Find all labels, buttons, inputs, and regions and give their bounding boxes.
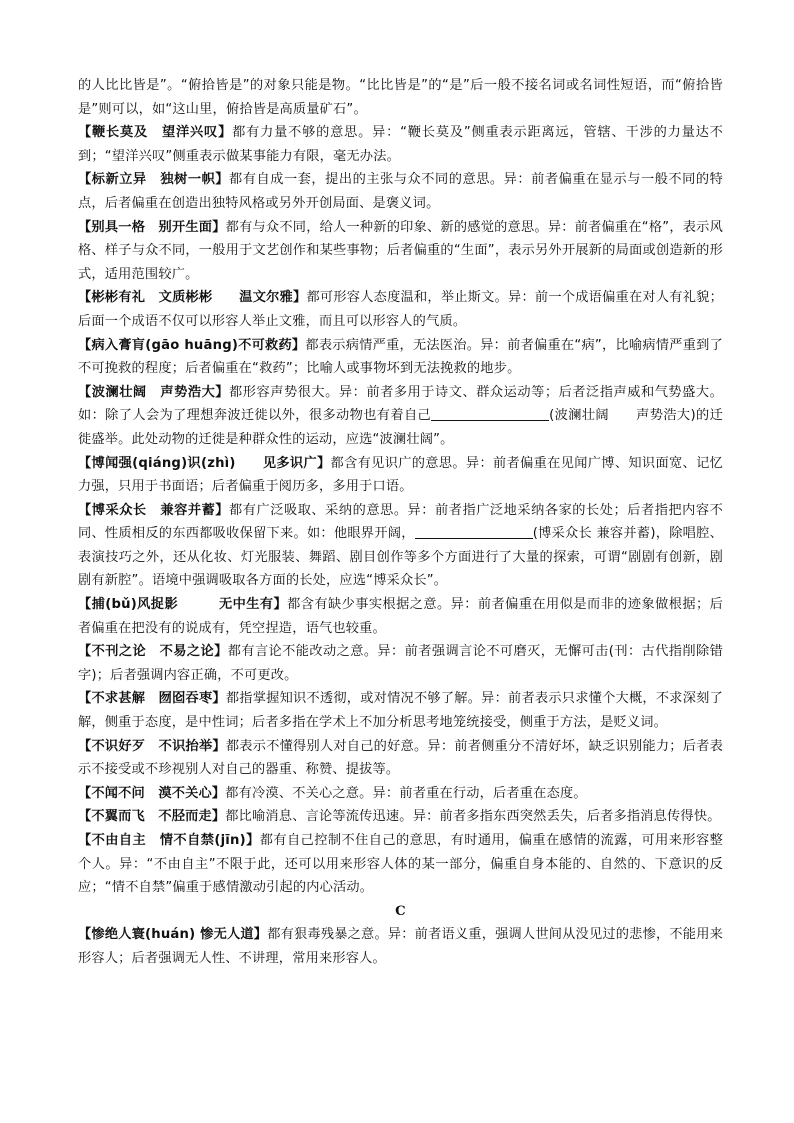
- idiom-entry: [78, 735, 723, 782]
- idiom-heading: 【不识好歹 不识抬举】: [78, 738, 226, 754]
- entry-text: 都有自成一套，提出的主张与众不同的意思。异：前者偏重在显示与一般不同的特点，后者偏重在创造出独特风格或另外开创局面、是褒义词。: [78, 172, 724, 211]
- idiom-entry: [78, 452, 723, 499]
- idiom-heading: 【不刊之论 不易之论】: [78, 644, 228, 660]
- entry-text-continued: (博采众长 兼容并蓄)，除唱腔、表演技巧之外，还从化妆、灯光服装、舞蹈、剧目创作等多个方面进行了大量的探索，可谓“剧剧有创新，剧剧有新腔”。语境中强调吸取各方面的长处，应选“博采众长”。: [78, 526, 724, 589]
- entry-text: 都有自己控制不住自己的意思，有时通用，偏重在感情的流露，可用来形容整个人。异：“不由自主”不限于此，还可以用来形容人体的某一部分，偏重自身本能的、自然的、下意识的反应；“情不自禁”偏重于感情激动引起的内心活动。: [78, 833, 723, 896]
- idiom-entry: [78, 923, 723, 970]
- idiom-heading: 【不由自主 情不自禁(jīn)】: [78, 833, 260, 848]
- idiom-entry: [78, 216, 723, 287]
- idiom-heading: 【鞭长莫及 望洋兴叹】: [78, 125, 233, 141]
- entry-text: 都有广泛吸取、采纳的意思。异：前者指广泛地采纳各家的长处；后者指把内容不同、性质相反的东西都吸收保留下来。如：他眼界开阔，: [78, 502, 724, 542]
- entry-text: 都有冷漠、不关心之意。异：前者重在行动，后者重在态度。: [225, 785, 587, 801]
- idiom-heading: 【标新立异 独树一帜】: [78, 172, 230, 188]
- idiom-entry: [78, 593, 723, 640]
- idiom-entry: [78, 687, 723, 734]
- idiom-entry: [78, 499, 723, 593]
- entry-text: 都比喻消息、言论等流传迅速。异：前者多指东西突然丢失，后者多指消息传得快。: [225, 809, 721, 825]
- document-body: [78, 74, 723, 971]
- idiom-entry: [78, 805, 723, 829]
- idiom-heading: 【博采众长 兼容并蓄】: [78, 502, 230, 518]
- idiom-heading: 【不翼而飞 不胫而走】: [78, 809, 226, 825]
- idiom-entry: [78, 782, 723, 806]
- section-letter: C: [395, 903, 406, 919]
- paragraph: [78, 74, 723, 121]
- idiom-heading: 【波澜壮阔 声势浩大】: [78, 384, 230, 400]
- fill-in-blank: [415, 524, 533, 539]
- idiom-entry: [78, 381, 723, 452]
- entry-text: 都表示病情严重，无法医治。异：前者偏重在“病”，比喻病情严重到了不可挽救的程度；后者偏重在“救药”；比喻人或事物坏到无法挽救的地步。: [78, 337, 723, 377]
- idiom-entry: [78, 121, 723, 168]
- idiom-entry: [78, 829, 723, 900]
- idiom-heading: 【不求甚解 囫囵吞枣】: [78, 691, 226, 707]
- entry-text: 都表示不懂得别人对自己的好意。异：前者侧重分不清好坏，缺乏识别能力；后者表示不接受或不珍视别人对自己的器重、称赞、提拔等。: [78, 738, 723, 778]
- idiom-heading: 【病入膏肓(gāo huāng)不可救药】: [78, 337, 306, 353]
- idiom-entry: [78, 334, 723, 381]
- entry-text: 都含有见识广的意思。异：前者偏重在见闻广博、知识面宽、记忆力强，只用于书面语；后者偏重于阅历多，多用于口语。: [78, 455, 723, 495]
- entry-text: 都有狠毒残暴之意。异：前者语义重，强调人世间从没见过的悲惨，不能用来形容人；后者强调无人性、不讲理，常用来形容人。: [78, 927, 724, 966]
- idiom-heading: 【彬彬有礼 文质彬彬 温文尔雅】: [78, 290, 307, 306]
- fill-in-blank: [431, 406, 549, 421]
- entry-text: 的人比比皆是”。“俯拾皆是”的对象只能是物。“比比皆是”的“是”后一般不接名词或名词性短语，而“俯拾皆是”则可以，如“这山里，俯拾皆是高质量矿石”。: [78, 78, 723, 117]
- entry-text: 都可形容人态度温和，举止斯文。异：前一个成语偏重在对人有礼貌；后面一个成语不仅可以形容人举止文雅，而且可以形容人的气质。: [78, 290, 723, 329]
- entry-text-continued: (波澜壮阔 声势浩大)的迁徙盛举。此处动物的迁徙是种群众性的运动，应选“波澜壮阔”。: [78, 408, 723, 447]
- idiom-heading: 【博闻强(qiáng)识(zhì) 见多识广】: [78, 455, 331, 471]
- entry-text: 都含有缺少事实根据之意。异：前者偏重在用似是而非的迹象做根据；后者偏重在把没有的说成有，凭空捏造，语气也较重。: [78, 597, 723, 636]
- idiom-heading: 【惨绝人寰(huán) 惨无人道】: [78, 927, 268, 943]
- idiom-heading: 【捕(bǔ)风捉影 无中生有】: [78, 597, 288, 613]
- entry-text: 都形容声势很大。异：前者多用于诗文、群众运动等；后者泛指声威和气势盛大。如：除了人会为了理想奔波迁徙以外，很多动物也有着自己: [78, 384, 724, 424]
- entry-text: 都指掌握知识不透彻，或对情况不够了解。异：前者表示只求懂个大概，不求深刻了解，侧重于态度，是中性词；后者多指在学术上不加分析思考地笼统接受，侧重于方法，是贬义词。: [78, 691, 723, 731]
- entry-text: 都有与众不同，给人一种新的印象、新的感觉的意思。异：前者偏重在“格”，表示风格、样子与众不同，一般用于文艺创作和某些事物；后者偏重的“生面”，表示另外开展新的局面或创造新的形式，适用范围较广。: [78, 219, 723, 282]
- idiom-entry: [78, 286, 723, 333]
- idiom-entry: [78, 640, 723, 687]
- entry-text: 都有力量不够的意思。异：“鞭长莫及”侧重表示距离远，管辖、干涉的力量达不到；“望洋兴叹”侧重表示做某事能力有限，毫无办法。: [78, 125, 723, 164]
- idiom-heading: 【不闻不问 漠不关心】: [78, 785, 226, 801]
- idiom-entry: [78, 168, 723, 215]
- idiom-heading: 【别具一格 别开生面】: [78, 219, 226, 235]
- entry-text: 都有言论不能改动之意。异：前者强调言论不可磨灭，无懈可击(刊：古代指削除错字)；后者强调内容正确，不可更改。: [78, 644, 724, 683]
